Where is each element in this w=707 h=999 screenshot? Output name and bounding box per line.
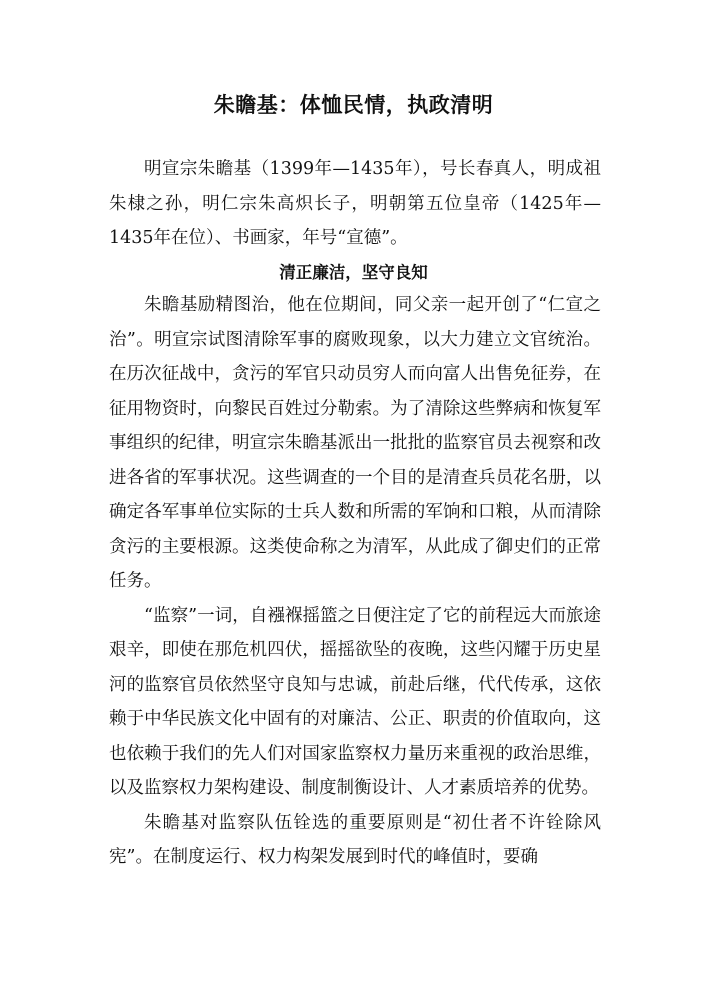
- body-paragraph-3: 朱瞻基对监察队伍铨选的重要原则是“初仕者不许铨除风宪”。在制度运行、权力构架发展到时代的峰值时，要确: [109, 812, 601, 867]
- body-paragraph-1: 朱瞻基励精图治，他在位期间，同父亲一起开创了“仁宣之治”。明宣宗试图清除军事的腐败现象，以大力建立文官统治。在历次征战中，贪污的军官只动员穷人而向富人出售免征券，在征用物资时，向黎民百姓过分勒索。为了清除这些弊病和恢复军事组织的纪律，明宣宗朱瞻基派出一批批的监察官员去视察和改进各省的军事状况。这些调查的一个目的是清查兵员花名册，以确定各军事单位实际的士兵人数和所需的军饷和口粮，从而清除贪污的主要根源。这类使命称之为清军，从此成了御史们的正常任务。: [109, 295, 601, 591]
- section-heading: 清正廉洁，坚守良知: [279, 263, 428, 282]
- intro-block: [109, 152, 601, 256]
- body-paragraph-2: “监察”一词，自襁褓摇篮之日便注定了它的前程远大而旅途艰辛，即使在那危机四伏，摇摇欲坠的夜晚，这些闪耀于历史星河的监察官员依然坚守良知与忠诚，前赴后继，代代传承，这依赖于中华民族文化中固有的对廉洁、公正、职责的价值取向，这也依赖于我们的先人们对国家监察权力量历来重视的政治思维，以及监察权力架构建设、制度制衡设计、人才素质培养的优势。: [109, 605, 601, 798]
- document-title: 朱瞻基：体恤民情，执政清明: [213, 92, 494, 117]
- main-text-block: [109, 288, 601, 875]
- intro-paragraph: 明宣宗朱瞻基（1399年—1435年），号长春真人，明成祖朱棣之孙，明仁宗朱高炽长子，明朝第五位皇帝（1425年—1435年在位）、书画家，年号“宣德”。: [109, 159, 601, 248]
